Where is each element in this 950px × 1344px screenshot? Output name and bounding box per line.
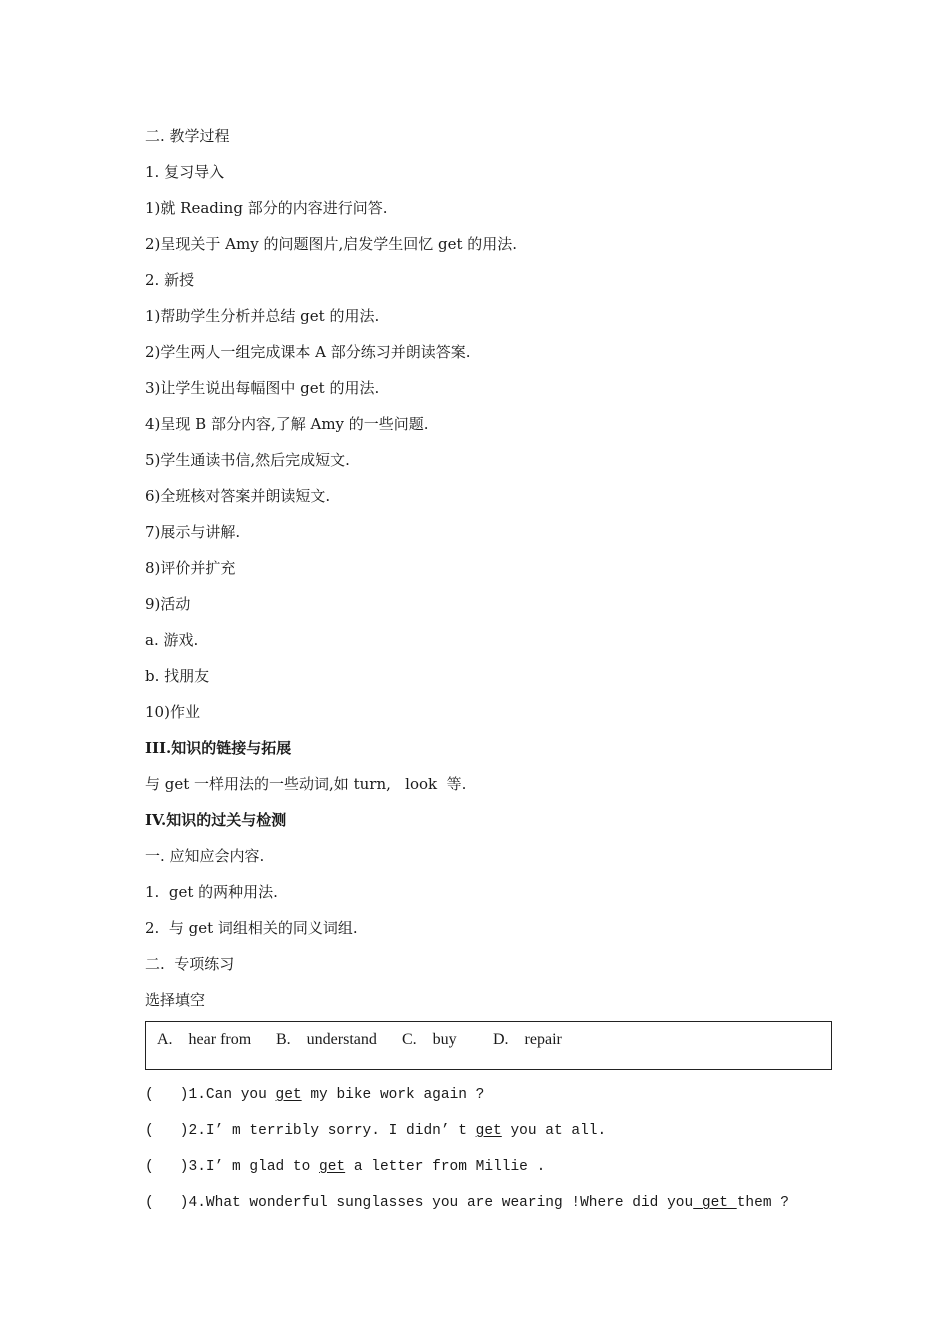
question-2: ( )2.I’ m terribly sorry. I didn’ t get you at all. — [145, 1123, 607, 1139]
step-new-lesson: 2. 新授 — [145, 271, 195, 289]
step-review: 1. 复习导入 — [145, 163, 225, 181]
required-content-1: 1. get 的两种用法. — [145, 883, 278, 901]
new-lesson-item-10: 10)作业 — [145, 703, 200, 721]
activity-b: b. 找朋友 — [145, 667, 210, 685]
option-b: B. understand — [276, 1031, 377, 1048]
new-lesson-item-2: 2)学生两人一组完成课本 A 部分练习并朗读答案. — [145, 343, 471, 361]
question-3-keyword: get — [319, 1159, 346, 1175]
section-heading-assessment: IV.知识的过关与检测 — [145, 811, 287, 829]
required-content-heading: 一. 应知应会内容. — [145, 847, 265, 865]
special-practice-heading: 二. 专项练习 — [145, 955, 235, 973]
extension-text: 与 get 一样用法的一些动词,如 turn, look 等. — [145, 775, 467, 793]
new-lesson-item-9: 9)活动 — [145, 595, 191, 613]
question-4-keyword: get — [693, 1195, 737, 1211]
review-item-1: 1)就 Reading 部分的内容进行问答. — [145, 199, 388, 217]
choice-fill-heading: 选择填空 — [145, 991, 206, 1009]
review-item-2: 2)呈现关于 Amy 的问题图片,启发学生回忆 get 的用法. — [145, 235, 518, 253]
new-lesson-item-4: 4)呈现 B 部分内容,了解 Amy 的一些问题. — [145, 415, 429, 433]
question-2-keyword: get — [475, 1123, 502, 1139]
question-1: ( )1.Can you get my bike work again ? — [145, 1087, 485, 1103]
new-lesson-item-5: 5)学生通读书信,然后完成短文. — [145, 451, 350, 469]
new-lesson-item-7: 7)展示与讲解. — [145, 523, 241, 541]
new-lesson-item-8: 8)评价并扩充 — [145, 559, 236, 577]
question-1-keyword: get — [275, 1087, 302, 1103]
activity-a: a. 游戏. — [145, 631, 199, 649]
option-a: A. hear from — [157, 1031, 252, 1048]
new-lesson-item-3: 3)让学生说出每幅图中 get 的用法. — [145, 379, 380, 397]
option-c: C. buy — [402, 1031, 457, 1048]
section-heading-extension: III.知识的链接与拓展 — [145, 739, 292, 757]
option-d: D. repair — [493, 1031, 562, 1048]
section-heading-teaching-process: 二. 教学过程 — [145, 127, 230, 145]
options-box — [145, 1021, 832, 1070]
new-lesson-item-1: 1)帮助学生分析并总结 get 的用法. — [145, 307, 380, 325]
question-4: ( )4.What wonderful sunglasses you are wearing !Where did you get them ? — [145, 1195, 789, 1211]
question-3: ( )3.I’ m glad to get a letter from Millie . — [145, 1159, 546, 1175]
new-lesson-item-6: 6)全班核对答案并朗读短文. — [145, 487, 331, 505]
required-content-2: 2. 与 get 词组相关的同义词组. — [145, 919, 358, 937]
